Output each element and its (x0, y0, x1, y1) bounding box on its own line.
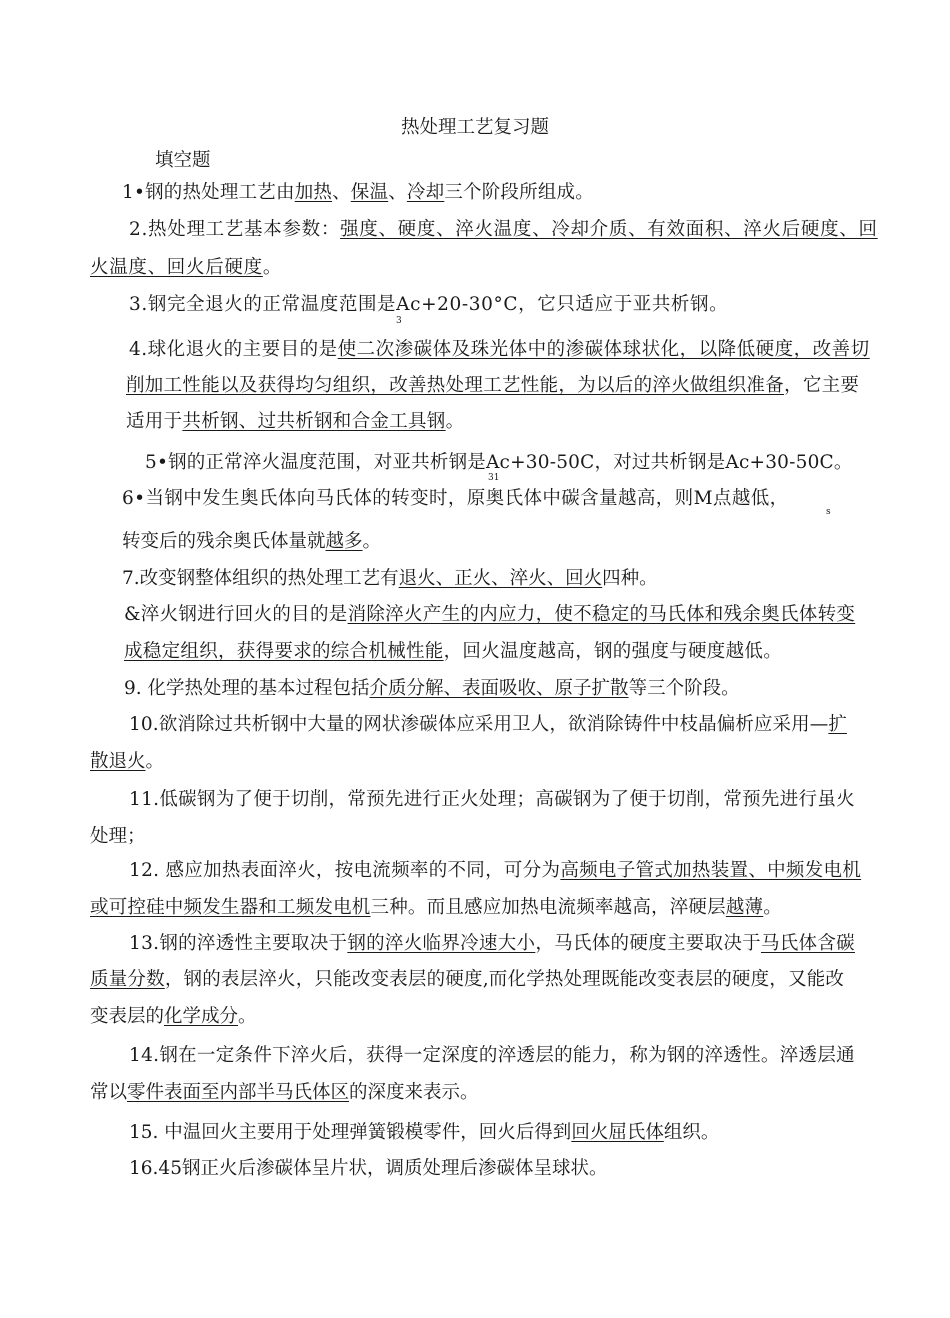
q9-text: 9. 化学热处理的基本过程包括 (124, 678, 370, 699)
question-8-line-1 (124, 603, 855, 627)
q13-text-mid: ，马氏体的硬度主要取决于 (535, 933, 761, 954)
q13-answer-3: 化学成分 (164, 1006, 239, 1027)
q7-text: 7.改变钢整体组织的热处理工艺有 (122, 568, 399, 589)
q6-answer: 越多 (325, 531, 363, 552)
q1-text-end: 三个阶段所组成。 (444, 182, 594, 203)
q4-answer-cont: 削加工性能以及获得均匀组织，改善热处理工艺性能，为以后的淬火做组织准备 (126, 375, 785, 396)
q12-text: 12. 感应加热表面淬火，按电流频率的不同，可分为 (129, 860, 561, 881)
question-5 (145, 451, 853, 475)
question-1 (122, 181, 594, 205)
q4-text: 4.球化退火的主要目的是 (129, 339, 338, 360)
question-4-line-3 (126, 410, 464, 434)
q1-sep: 、 (332, 182, 351, 203)
q9-answer: 介质分解、表面吸收、原子扩散 (369, 678, 629, 699)
q14-text-end: 的深度来表示。 (349, 1082, 479, 1103)
q8-text-end: ，回火温度越高，钢的强度与硬度越低。 (443, 641, 783, 662)
q4-text-mid: ，它主要 (784, 375, 860, 396)
q4-text-end: 。 (445, 411, 465, 432)
q3-text-rest: Ac+20-30°C，它只适应于亚共析钢。 (396, 294, 729, 315)
question-3 (129, 293, 728, 317)
question-16: 16.45钢正火后渗碳体呈片状，调质处理后渗碳体呈球状。 (129, 1158, 608, 1179)
q13-text-end: 。 (238, 1006, 257, 1027)
question-14-line-1: 14.钢在一定条件下淬火后，获得一定深度的淬透层的能力，称为钢的淬透性。淬透层通 (129, 1045, 855, 1066)
q15-answer: 回火屈氏体 (571, 1122, 664, 1143)
q8-text: &淬火钢进行回火的目的是 (124, 604, 348, 625)
question-13-line-3 (90, 1005, 257, 1029)
q8-answer-cont: 成稳定组织，获得要求的综合机械性能 (124, 641, 444, 662)
q12-answer-cont: 或可控硅中频发生器和工频发电机 (90, 897, 371, 918)
q13-answer-2-cont: 质量分数 (90, 969, 165, 990)
q15-text: 15. 中温回火主要用于处理弹簧锻模零件，回火后得到 (129, 1122, 572, 1143)
q10-text-end: 。 (145, 751, 165, 772)
question-12-line-2 (90, 896, 782, 920)
q10-answer: 扩 (828, 714, 847, 735)
page-title: 热处理工艺复习题 (400, 117, 549, 138)
question-14-line-2 (90, 1081, 479, 1105)
q3-text: 3.钢完全退火的正常温度范围是 (129, 294, 397, 315)
q4-text-2: 适用于 (126, 411, 183, 432)
question-15 (129, 1121, 719, 1145)
q2-answer: 强度、硬度、淬火温度、冷却介质、有效面积、淬火后硬度、回 (340, 219, 878, 240)
q5-text: 5•钢的正常淬火温度范围，对亚共析钢是 (145, 452, 486, 473)
question-7 (122, 567, 658, 591)
q1-answer-3: 冷却 (406, 182, 445, 203)
q3-subscript: 3 (396, 316, 402, 326)
q13-answer-2: 马氏体含碳 (760, 933, 855, 954)
q12-answer: 高频电子管式加热装置、中频发电机 (560, 860, 862, 881)
question-12-line-1 (129, 859, 861, 883)
section-heading: 填空题 (155, 150, 211, 171)
q13-text-3: 变表层的 (90, 1006, 165, 1027)
q13-answer: 钢的淬火临界冷速大小 (347, 933, 536, 954)
question-9 (124, 677, 740, 701)
q2-answer-cont: 火温度、回火后硬度 (90, 257, 263, 278)
question-10-line-1 (129, 713, 847, 737)
q12-text-mid: 三种。而且感应加热电流频率越高，淬硬层 (370, 897, 726, 918)
q15-text-end: 组织。 (663, 1122, 720, 1143)
question-11-line-1: 11.低碳钢为了便于切削，常预先进行正火处理；高碳钢为了便于切削，常预先进行虽火 (129, 789, 855, 810)
q9-text-end: 等三个阶段。 (628, 678, 740, 699)
q12-answer-2: 越薄 (725, 897, 764, 918)
q14-answer: 零件表面至内部半马氏体区 (127, 1082, 350, 1103)
q13-text-2: ，钢的表层淬火，只能改变表层的硬度,而化学热处理既能改变表层的硬度，又能改 (164, 969, 845, 990)
q4-answer: 使二次渗碳体及珠光体中的渗碳体球状化，以降低硬度，改善切 (337, 339, 870, 360)
question-13-line-2 (90, 968, 844, 992)
question-6-line-2 (122, 530, 381, 554)
q1-answer-2: 保温 (350, 182, 389, 203)
q8-answer: 消除淬火产生的内应力，使不稳定的马氏体和残余奥氏体转变 (347, 604, 856, 625)
q4-answer-2: 共析钢、过共析钢和合金工具钢 (182, 411, 446, 432)
q7-text-end: 四种。 (602, 568, 658, 589)
question-2-line-1 (129, 218, 878, 242)
question-4-line-2 (126, 374, 859, 398)
q5-subscript: 31 (488, 473, 500, 483)
q1-sep: 、 (388, 182, 407, 203)
question-10-line-2 (90, 750, 164, 774)
q2-text-end: 。 (262, 257, 283, 278)
q6-subscript: s (826, 507, 831, 517)
question-8-line-2 (124, 640, 782, 664)
q10-text: 10.欲消除过共析钢中大量的网状渗碳体应采用卫人，欲消除铸件中枝晶偏析应采用— (129, 714, 829, 735)
q6-text: 转变后的残余奥氏体量就 (122, 531, 326, 552)
question-13-line-1 (129, 932, 855, 956)
q1-text: 1•钢的热处理工艺由 (122, 182, 295, 203)
q7-answer: 退火、正火、淬火、回火 (398, 568, 603, 589)
q12-text-end: 。 (763, 897, 782, 918)
q6-text-end: 。 (362, 531, 382, 552)
q14-text: 常以 (90, 1082, 128, 1103)
q13-text: 13.钢的淬透性主要取决于 (129, 933, 348, 954)
question-4-line-1 (129, 338, 870, 362)
q1-answer-1: 加热 (294, 182, 333, 203)
q5-text-rest: Ac+30-50C，对过共析钢是Ac+30-50C。 (485, 452, 853, 473)
q10-answer-cont: 散退火 (90, 751, 146, 772)
question-11-line-2: 处理； (90, 826, 146, 847)
question-2-line-2 (90, 256, 282, 280)
question-6-line-1: 6•当钢中发生奥氏体向马氏体的转变时，原奥氏体中碳含量越高，则M点越低， (122, 488, 789, 509)
q2-text: 2.热处理工艺基本参数： (129, 219, 341, 240)
